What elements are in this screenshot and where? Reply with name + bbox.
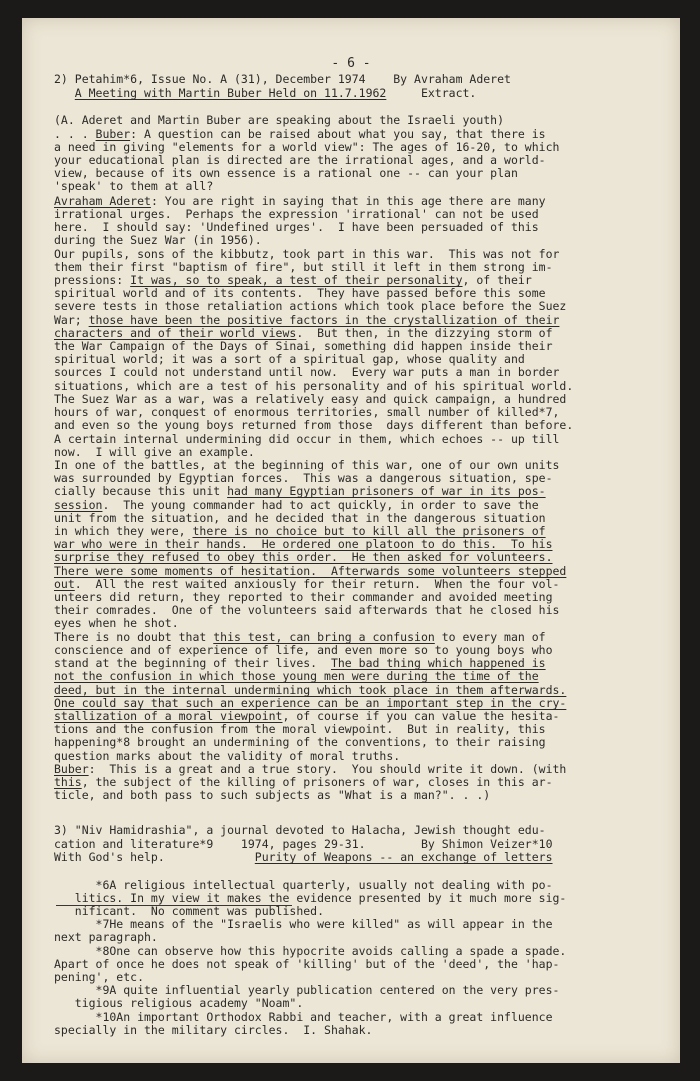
- underlined-text: surprise they refused to obey this order. He then asked for volunteers.: [54, 550, 553, 564]
- text-segment: question marks about the validity of moral truths.: [54, 749, 401, 763]
- text-segment: War;: [54, 313, 89, 327]
- text-line: [54, 485, 546, 498]
- underlined-text: Buber: [54, 762, 89, 776]
- text-segment: during the Suez War (in 1956).: [54, 233, 262, 247]
- text-segment: situations, which are a test of his personality and of his spiritual world.: [54, 379, 574, 393]
- text-segment: *6A religious intellectual quarterly, usually not dealing with po-: [54, 878, 553, 892]
- text-segment: . . .: [54, 127, 96, 141]
- underlined-text: there is no choice but to kill all the prisoners of: [192, 524, 546, 538]
- text-segment: : You are right in saying that in this age there are many: [150, 194, 546, 208]
- underlined-text: out: [54, 577, 75, 591]
- text-line: [54, 234, 262, 247]
- text-segment: unteers did return, they reported to their commander and avoided meeting: [54, 590, 553, 604]
- underlined-text: not the confusion in which those young men were during the time of the: [54, 669, 539, 683]
- text-line: [54, 824, 546, 837]
- text-segment: spiritual world; it was a sort of a spiritual gap, whose quality and: [54, 352, 525, 366]
- underlined-text: It was, so to speak, a test of their personality: [130, 273, 463, 287]
- text-segment: *7He means of the "Israelis who were killed" as will appear in the: [54, 917, 553, 931]
- text-segment: *10An important Orthodox Rabbi and teacher, with a great influence: [54, 1010, 553, 1024]
- text-segment: sources I could not understand until now. Every war puts a man in border: [54, 365, 560, 379]
- text-segment: The Suez War as a war, was a relatively easy and quick campaign, a hundred: [54, 392, 567, 406]
- text-segment: and even so the young boys returned from those days different than before.: [54, 418, 574, 432]
- underlined-text: this: [54, 775, 82, 789]
- text-line: [54, 789, 490, 802]
- text-line: [54, 114, 504, 127]
- text-segment: , of their: [462, 273, 532, 287]
- text-segment: Extract.: [386, 86, 477, 100]
- underlined-text: One could say that such an experience can be an important step in the cry-: [54, 696, 567, 710]
- text-segment: unit from the situation, and he decided that in the dangerous situation: [54, 511, 546, 525]
- text-line: [54, 851, 553, 864]
- footnote-separator: [56, 905, 292, 906]
- document-page: [22, 18, 680, 1063]
- text-line: [54, 87, 476, 100]
- text-segment: . All the rest waited anxiously for their return. When the four vol-: [74, 577, 560, 591]
- text-segment: irrational urges. Perhaps the expression 'irrational' can not be used: [54, 207, 539, 221]
- text-segment: a need in giving "elements for a world view": The ages of 16-20, to which: [54, 140, 560, 154]
- underlined-text: A Meeting with Martin Buber Held on 11.7.1962: [74, 86, 387, 100]
- text-segment: tions and the confusion from the moral viewpoint. But in reality, this: [54, 722, 546, 736]
- text-segment: tigious religious academy "Noam".: [54, 996, 304, 1010]
- page-number: - 6 -: [331, 56, 371, 71]
- underlined-text: Buber: [95, 127, 131, 141]
- text-segment: cation and literature*9 1974, pages 29-31. By Shimon Veizer*10: [54, 837, 553, 851]
- text-segment: In one of the battles, at the beginning of this war, one of our own units: [54, 458, 560, 472]
- text-segment: in which they were,: [54, 524, 193, 538]
- underlined-text: deed, but in the internal undermining which took place in them afterwards.: [54, 683, 567, 697]
- text-segment: next paragraph.: [54, 930, 158, 944]
- underlined-text: this test, can bring a confusion: [213, 630, 435, 644]
- text-segment: , of course if you can value the hesita-: [282, 709, 560, 723]
- underlined-text: Avraham Aderet: [54, 194, 151, 208]
- text-line: [54, 736, 546, 749]
- text-segment: nificant. No comment was published.: [54, 904, 325, 918]
- text-segment: here. I should say: 'Undefined urges'. I have been persuaded of this: [54, 220, 539, 234]
- text-segment: Our pupils, sons of the kibbutz, took part in this war. This was not for: [54, 247, 560, 261]
- text-line: [54, 366, 559, 379]
- text-segment: pressions:: [54, 273, 131, 287]
- text-line: [54, 617, 179, 630]
- text-segment: happening*8 brought an undermining of the conventions, to their raising: [54, 735, 546, 749]
- text-segment: , the subject of the killing of prisoners of war, closes in this ar-: [81, 775, 553, 789]
- text-segment: *8One can observe how this hypocrite avoids calling a spade a spade.: [54, 944, 567, 958]
- text-segment: cially because this unit: [54, 484, 228, 498]
- text-segment: your educational plan is directed are the irrational ages, and a world-: [54, 153, 546, 167]
- text-segment: litics. In my view it makes the evidence presented by it much more sig-: [54, 891, 567, 905]
- text-line: [54, 551, 553, 564]
- underlined-text: There were some moments of hesitation. Afterwards some volunteers stepped: [54, 564, 567, 578]
- text-segment: ticle, and both pass to such subjects as "What is a man?". . .): [54, 788, 491, 802]
- text-segment: 2) Petahim*6, Issue No. A (31), December 1974 By Avraham Aderet: [54, 72, 511, 86]
- text-segment: to every man of: [434, 630, 546, 644]
- text-line: [54, 931, 158, 944]
- text-segment: : This is a great and a true story. You should write it down. (with: [88, 762, 567, 776]
- text-segment: severe tests in those retaliation actions which took place before the Suez: [54, 299, 567, 313]
- underlined-text: had many Egyptian prisoners of war in its pos-: [227, 484, 546, 498]
- text-segment: With God's help.: [54, 850, 255, 864]
- text-segment: *9A quite influential yearly publication centered on the very pres-: [54, 983, 560, 997]
- text-segment: . The young commander had to act quickly, in order to save the: [102, 498, 539, 512]
- text-segment: There is no doubt that: [54, 630, 214, 644]
- text-segment: stand at the beginning of their lives.: [54, 656, 331, 670]
- text-segment: hours of war, conquest of enormous territories, small number of killed*7,: [54, 405, 560, 419]
- text-segment: A certain internal undermining did occur in them, which echoes -- up till: [54, 432, 560, 446]
- text-segment: conscience and of experience of life, and even more so to young boys who: [54, 643, 553, 657]
- text-line: [54, 670, 539, 683]
- text-segment: eyes when he shot.: [54, 616, 179, 630]
- text-segment: 3) "Niv Hamidrashia", a journal devoted to Halacha, Jewish thought edu-: [54, 823, 546, 837]
- underlined-text: Purity of Weapons -- an exchange of letters: [254, 850, 553, 864]
- text-segment: their comrades. One of the volunteers said afterwards that he closed his: [54, 603, 560, 617]
- text-line: [54, 997, 303, 1010]
- text-segment: (A. Aderet and Martin Buber are speaking about the Israeli youth): [54, 113, 505, 127]
- underlined-text: session: [54, 498, 103, 512]
- text-segment: : A question can be raised about what you say, that there is: [130, 127, 546, 141]
- text-segment: the War Campaign of the Days of Sinai, something did happen inside their: [54, 339, 553, 353]
- text-segment: now. I will give an example.: [54, 445, 255, 459]
- text-line: [54, 1024, 373, 1037]
- underlined-text: war who were in their hands. He ordered one platoon to do this. To his: [54, 537, 553, 551]
- typewritten-text: [22, 18, 680, 1063]
- text-segment: Apart of once he does not speak of 'killing' but of the 'deed', the 'hap-: [54, 957, 560, 971]
- text-line: [54, 419, 573, 432]
- text-segment: was surrounded by Egyptian forces. This was a dangerous situation, spe-: [54, 471, 553, 485]
- text-line: [54, 300, 566, 313]
- text-segment: view, because of its own essence is a rational one -- can your plan: [54, 166, 518, 180]
- underlined-text: those have been the positive factors in the crystallization of their: [88, 313, 560, 327]
- text-segment: [54, 86, 75, 100]
- text-segment: them their first "baptism of fire", but still it left in them strong im-: [54, 260, 553, 274]
- text-segment: specially in the military circles. I. Shahak.: [54, 1023, 373, 1037]
- underlined-text: stallization of a moral viewpoint: [54, 709, 283, 723]
- text-segment: spiritual world and of its contents. They have passed before this some: [54, 286, 546, 300]
- text-line: [54, 180, 213, 193]
- underlined-text: The bad thing which happened is: [330, 656, 546, 670]
- text-line: [54, 73, 511, 86]
- text-segment: pening', etc.: [54, 970, 145, 984]
- text-segment: 'speak' to them at all?: [54, 179, 214, 193]
- text-segment: . But then, in the dizzying storm of: [296, 326, 553, 340]
- underlined-text: characters and of their world views: [54, 326, 297, 340]
